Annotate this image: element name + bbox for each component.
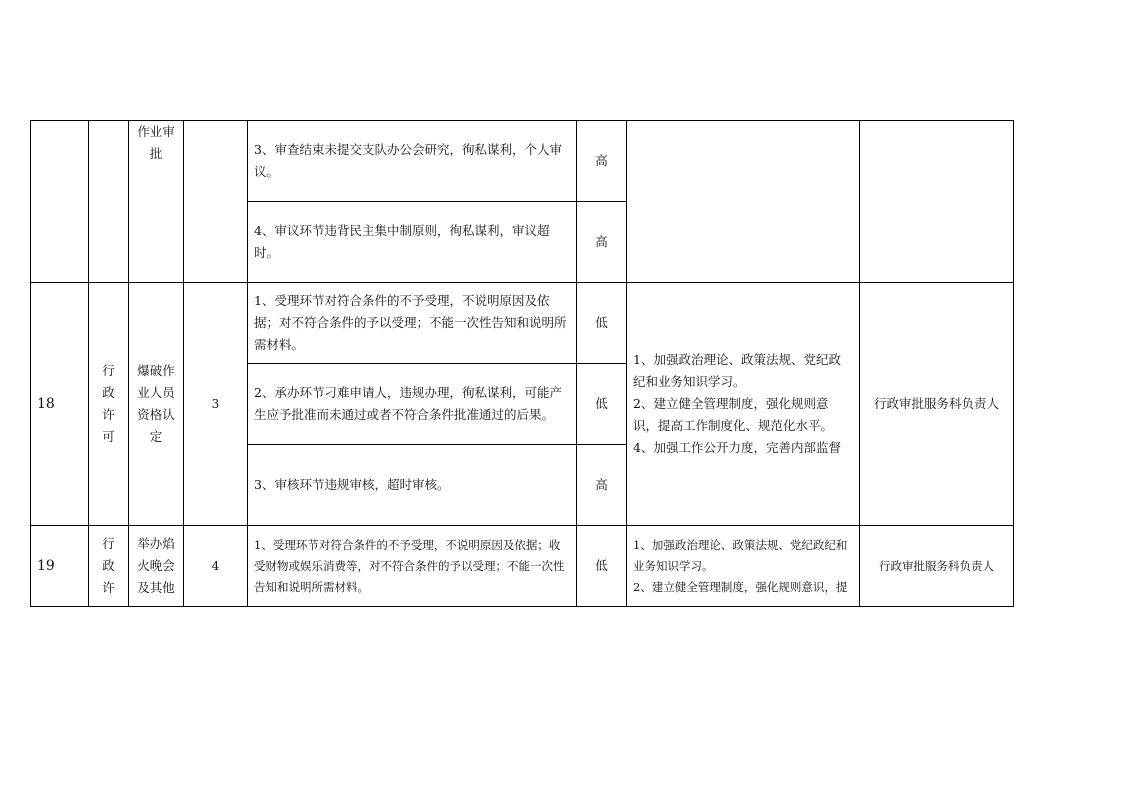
row17-count-cell — [184, 121, 248, 283]
row19-category-char: 许 — [102, 580, 115, 595]
row18-item-text: 爆破作业人员资格认定 — [137, 363, 175, 444]
row19-num: 19 — [31, 526, 89, 607]
row18-level-2: 低 — [577, 364, 627, 445]
row19-category-char: 政 — [102, 558, 115, 573]
row18-category-char: 政 — [102, 385, 115, 400]
risk-table — [30, 120, 1014, 607]
row17-responsible-cell — [860, 121, 1014, 283]
row18-responsible: 行政审批服务科负责人 — [860, 283, 1014, 526]
row19-item-cell — [129, 526, 184, 607]
row18-num: 18 — [31, 283, 89, 526]
row19-measures-text: 1、加强政治理论、政策法规、党纪政纪和业务知识学习。 2、建立健全管理制度，强化规则意识，提 — [633, 537, 848, 594]
row18-item-cell — [129, 283, 184, 526]
row18-level-3: 高 — [577, 445, 627, 526]
row18-category-char: 许 — [102, 407, 115, 422]
row19-count: 4 — [184, 526, 248, 607]
row18-count: 3 — [184, 283, 248, 526]
row19-item-text: 举办焰火晚会及其他 — [137, 536, 175, 595]
row17-risk-3: 3、审查结束未提交支队办公会研究，徇私谋利，个人审议。 — [248, 121, 577, 202]
row17-measures-cell — [627, 121, 860, 283]
row19-level-1: 低 — [577, 526, 627, 607]
row19-risk-1: 1、受理环节对符合条件的不予受理，不说明原因及依据；收受财物或娱乐消费等，对不符合条件的予以受理；不能一次性告知和说明所需材料。 — [248, 526, 577, 607]
row19-responsible: 行政审批服务科负责人 — [860, 526, 1014, 607]
row17-num-cell — [31, 121, 89, 283]
row19-category — [89, 526, 129, 607]
row19-measures — [627, 526, 860, 607]
row19-category-char: 行 — [102, 536, 115, 551]
row18-measures — [627, 283, 860, 526]
row18-measures-text: 1、加强政治理论、政策法规、党纪政纪和业务知识学习。 2、建立健全管理制度，强化规则意识，提高工作制度化、规范化水平。 4、加强工作公开力度，完善内部监督 — [633, 352, 841, 455]
row18-risk-3: 3、审核环节违规审核，超时审核。 — [248, 445, 577, 526]
row18-category-char: 可 — [102, 429, 115, 444]
row17-risk-4: 4、审议环节违背民主集中制原则，徇私谋利，审议超时。 — [248, 202, 577, 283]
row17-level-4: 高 — [577, 202, 627, 283]
row18-category — [89, 283, 129, 526]
row18-risk-2: 2、承办环节刁难申请人，违规办理，徇私谋利，可能产生应予批准而未通过或者不符合条件批准通过的后果。 — [248, 364, 577, 445]
row17-item-text: 作业审批 — [137, 124, 175, 161]
row17-category-cell — [89, 121, 129, 283]
row18-risk-1: 1、受理环节对符合条件的不予受理，不说明原因及依据；对不符合条件的予以受理；不能一次性告知和说明所需材料。 — [248, 283, 577, 364]
row18-level-1: 低 — [577, 283, 627, 364]
row18-category-char: 行 — [102, 363, 115, 378]
row17-item-cell — [129, 121, 184, 283]
row17-level-3: 高 — [577, 121, 627, 202]
